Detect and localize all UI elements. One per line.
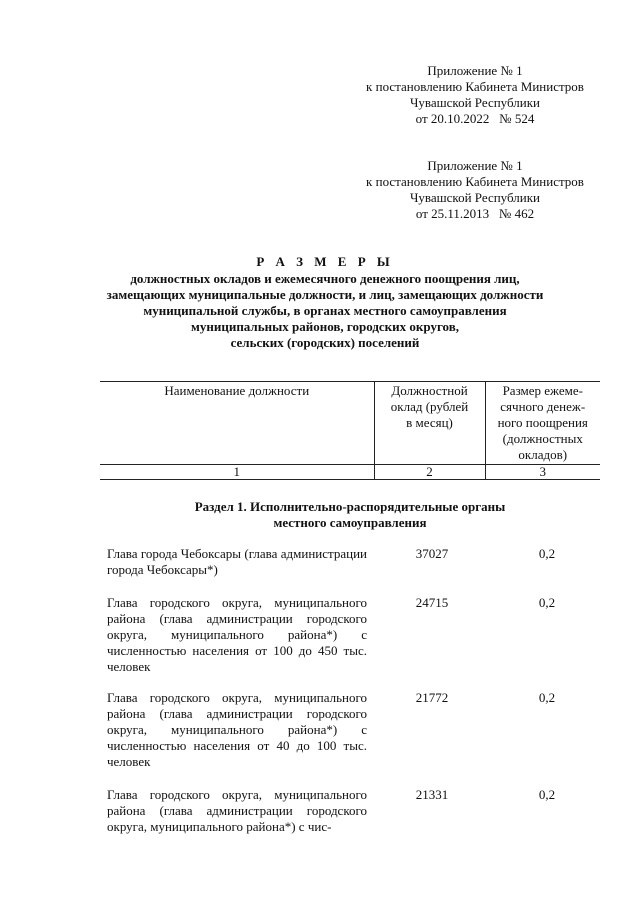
appendix-line: к постановлению Кабинета Министров (366, 79, 584, 94)
bonus-value: 0,2 (538, 546, 556, 561)
title-line: муниципальной службы, в органах местного самоуправления (143, 303, 507, 318)
bonus-value: 0,2 (538, 690, 556, 705)
header-salary-line: оклад (рублей (390, 399, 469, 414)
header-bonus-line: Размер ежеме- (502, 383, 583, 398)
header-bonus-line: окладов) (518, 447, 568, 462)
section-line: местного самоуправления (273, 515, 427, 530)
header-position-name: Наименование должности (100, 382, 374, 465)
header-bonus-line: ного поощрения (497, 415, 588, 430)
table-header (100, 381, 600, 480)
title-heading: Р А З М Е Р Ы (256, 254, 394, 269)
column-number-1: 1 (100, 465, 374, 480)
salary-value: 21331 (415, 787, 449, 802)
position-name: Глава города Чебоксары (глава администрации города Чебоксары*) (107, 546, 367, 577)
appendix-date-line: от 25.11.2013 № 462 (415, 206, 535, 221)
header-bonus-line: сячного денеж- (500, 399, 586, 414)
header-bonus-line: (должностных (502, 431, 583, 446)
bonus-value: 0,2 (538, 787, 556, 802)
bonus-value: 0,2 (538, 595, 556, 610)
column-number-3: 3 (485, 465, 600, 480)
column-number-2: 2 (374, 465, 485, 480)
appendix-line: к постановлению Кабинета Министров (366, 174, 584, 189)
appendix-line: Приложение № 1 (427, 158, 523, 173)
title-line: замещающих муниципальные должности, и лиц, замещающих должности (106, 287, 544, 302)
title-line: должностных окладов и ежемесячного денежного поощрения лиц, (130, 271, 520, 286)
appendix-line: Чувашской Республики (409, 95, 541, 110)
position-name: Глава городского округа, муниципального района (глава администрации городского округа, муниципального района*) с численностью населения от 40 до 100 тыс. человек (107, 690, 367, 769)
salary-value: 37027 (415, 546, 449, 561)
header-salary-line: в месяц) (406, 415, 453, 430)
position-name: Глава городского округа, муниципального района (глава администрации городского округа, муниципального района*) с численностью населения от 100 до 450 тыс. человек (107, 595, 367, 674)
appendix-line: Приложение № 1 (427, 63, 523, 78)
appendix-old-reference (340, 158, 610, 222)
salary-value: 21772 (415, 690, 449, 705)
appendix-date-line: от 20.10.2022 № 524 (415, 111, 535, 126)
header-salary-line: Должностной (391, 383, 468, 398)
appendix-new-reference (340, 63, 610, 127)
header-bonus (485, 382, 600, 465)
appendix-line: Чувашской Республики (409, 190, 541, 205)
document-title (90, 254, 560, 351)
header-salary (374, 382, 485, 465)
section-line: Раздел 1. Исполнительно-распорядительные органы (194, 499, 506, 514)
salary-value: 24715 (415, 595, 449, 610)
title-line: сельских (городских) поселений (230, 335, 420, 350)
position-name: Глава городского округа, муниципального района (глава администрации городского округа, муниципального района*) с чис- (107, 787, 367, 834)
section-heading (130, 499, 570, 531)
title-line: муниципальных районов, городских округов, (191, 319, 459, 334)
